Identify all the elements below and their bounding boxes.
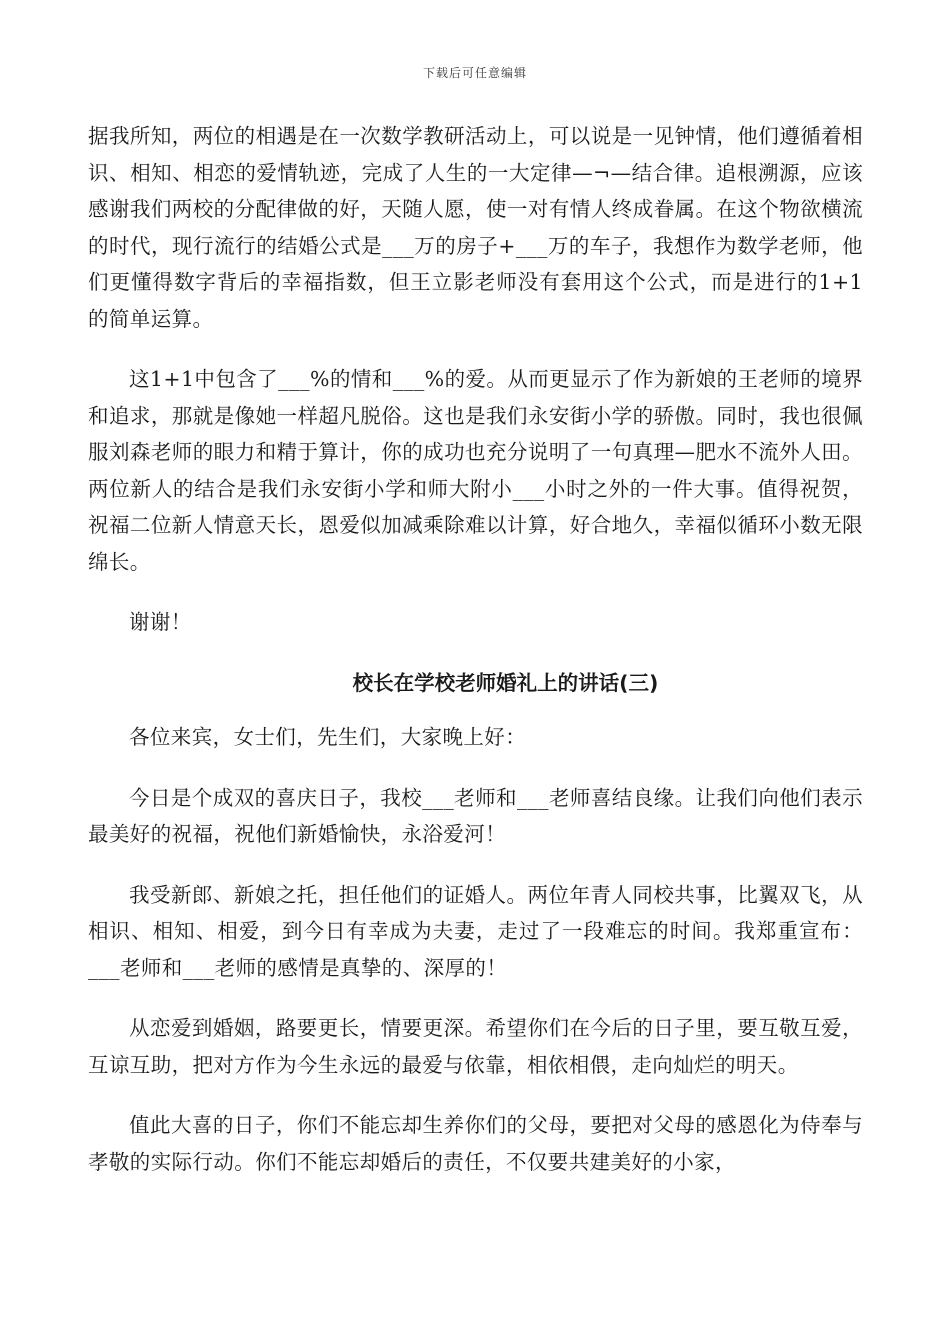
page-header: 下载后可任意编辑 xyxy=(422,66,527,80)
paragraph: 我受新郎、新娘之托，担任他们的证婚人。两位年青人同校共事，比翼双飞，从相识、相知、相爱，到今日有幸成为夫妻，走过了一段难忘的时间。我郑重宣布：___老师和___老师的感情是真挚的、深厚的！ xyxy=(88,882,863,980)
closing-thanks: 谢谢！ xyxy=(129,610,192,634)
document-body xyxy=(88,118,863,1204)
paragraph: 值此大喜的日子，你们不能忘却生养你们的父母，要把对父母的感恩化为侍奉与孝敬的实际行动。你们不能忘却婚后的责任，不仅要共建美好的小家， xyxy=(88,1113,863,1174)
paragraph: 今日是个成双的喜庆日子，我校___老师和___老师喜结良缘。让我们向他们表示最美好的祝福，祝他们新婚愉快，永浴爱河！ xyxy=(88,785,863,846)
section-title: 校长在学校老师婚礼上的讲话(三) xyxy=(352,670,659,695)
paragraph: 从恋爱到婚姻，路要更长，情要更深。希望你们在今后的日子里，要互敬互爱，互谅互助，把对方作为今生永远的最爱与依靠，相依相偎，走向灿烂的明天。 xyxy=(88,1016,863,1077)
greeting: 各位来宾，女士们，先生们，大家晚上好： xyxy=(129,725,527,749)
paragraph: 据我所知，两位的相遇是在一次数学教研活动上，可以说是一见钟情，他们遵循着相识、相知、相恋的爱情轨迹，完成了人生的一大定律—¬—结合律。追根溯源，应该感谢我们两校的分配律做的好，天随人愿，使一对有情人终成眷属。在这个物欲横流的时代，现行流行的结婚公式是___万的房子+___万的车子，我想作为数学老师，他们更懂得数字背后的幸福指数，但王立影老师没有套用这个公式，而是进行的1+1的简单运算。 xyxy=(88,124,863,331)
paragraph: 这1+1中包含了___%的情和___%的爱。从而更显示了作为新娘的王老师的境界和追求，那就是像她一样超凡脱俗。这也是我们永安街小学的骄傲。同时，我也很佩服刘森老师的眼力和精于算计，你的成功也充分说明了一句真理—肥水不流外人田。两位新人的结合是我们永安街小学和师大附小___小时之外的一件大事。值得祝贺，祝福二位新人情意天长，恩爱似加减乘除难以计算，好合地久，幸福似循环小数无限绵长。 xyxy=(88,367,863,574)
